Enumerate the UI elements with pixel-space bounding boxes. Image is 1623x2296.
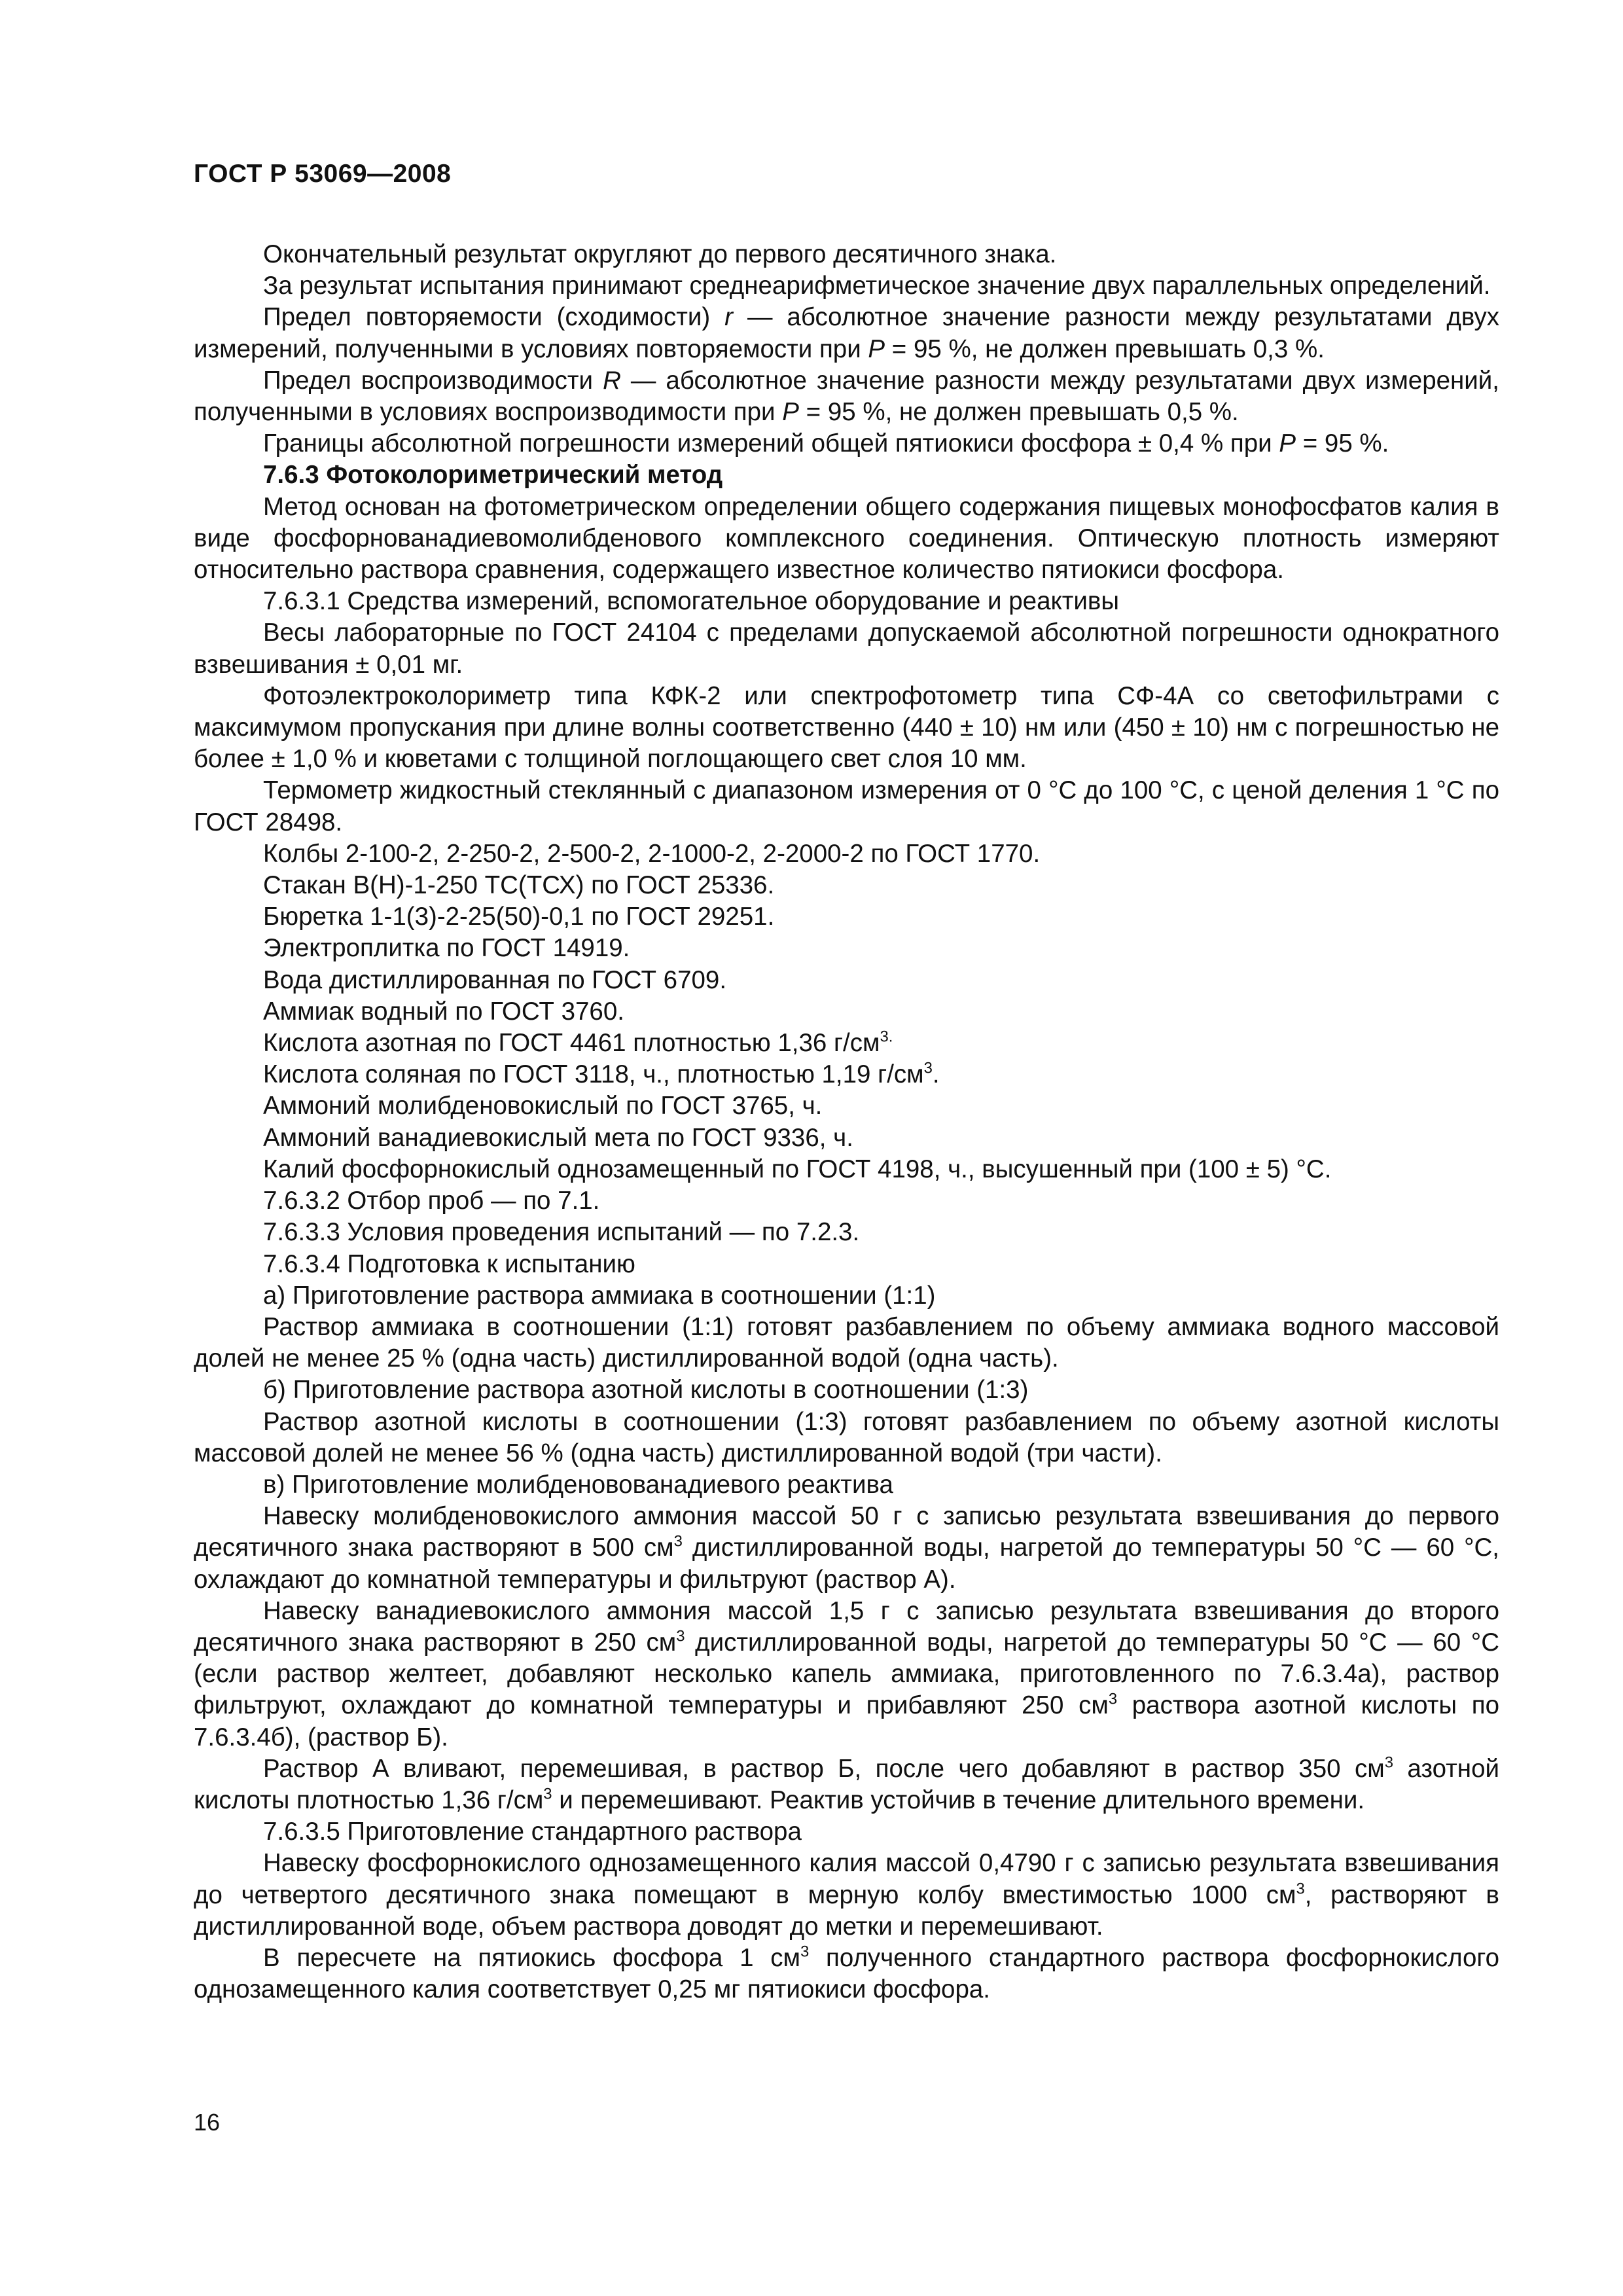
paragraph: Навеску фосфорнокислого однозамещенного калия массой 0,4790 г с записью результата взвешивания до четвертого десятичного знака помещают в мерную колбу вместимостью 1000 $см^3$, растворяют в дистиллированной воде, объем раствора доводят до метки и перемешивают. bbox=[194, 1849, 1499, 1941]
paragraph: Термометр жидкостный стеклянный с диапазоном измерения от 0 °С до 100 °С, с ценой деления 1 °С по ГОСТ 28498. bbox=[194, 776, 1499, 836]
page-number: 16 bbox=[194, 2109, 221, 2136]
list-item: Калий фосфорнокислый однозамещенный по ГОСТ 4198, ч., высушенный при (100 ± 5) °С. bbox=[263, 1155, 1332, 1183]
subsection-heading: 7.6.3.2 Отбор проб — по 7.1. bbox=[263, 1187, 600, 1215]
list-item: Аммиак водный по ГОСТ 3760. bbox=[263, 997, 624, 1026]
paragraph: Предел повторяемости (сходимости) r — абсолютное значение разности между результатами двух измерений, полученными в условиях повторяемости при P = 95 %, не должен превышать 0,3 %. bbox=[194, 303, 1500, 363]
paragraph: Навеску молибденовокислого аммония массой 50 г с записью результата взвешивания до первого десятичного знака растворяют в 500 $см^3$ дистиллированной воды, нагретой до температуры 50 °С — 60 °С, охлаждают до комнатной температуры и фильтруют (раствор А). bbox=[194, 1502, 1499, 1594]
paragraph: Раствор А вливают, перемешивая, в раствор Б, после чего добавляют в раствор 350 $см^3$ азотной кислоты плотностью 1,36 $г/см^3$ и перемешивают. Реактив устойчив в течение длительного времени. bbox=[194, 1753, 1499, 1814]
list-item: Кислота соляная по ГОСТ 3118, ч., плотностью 1,19 $г/см^3$. bbox=[263, 1059, 940, 1089]
subsection-heading: 7.6.3.5 Приготовление стандартного раствора bbox=[263, 1818, 802, 1846]
list-item: Электроплитка по ГОСТ 14919. bbox=[263, 934, 630, 963]
item-heading: а) Приготовление раствора аммиака в соотношении (1:1) bbox=[263, 1281, 936, 1310]
paragraph: Фотоэлектроколориметр типа КФК-2 или спектрофотометр типа СФ-4А со светофильтрами с максимумом пропускания при длине волны соответственно (440 ± 10) нм или (450 ± 10) нм с погрешностью не более ± 1,0 % и кюветами с толщиной поглощающего свет слоя 10 мм. bbox=[194, 681, 1499, 774]
paragraph: Метод основан на фотометрическом определении общего содержания пищевых монофосфатов калия в виде фосфорнованадиевомолибденового комплексного соединения. Оптическую плотность измеряют относительно раствора сравнения, содержащего известное количество пятиокиси фосфора. bbox=[194, 492, 1499, 584]
list-item: Аммоний ванадиевокислый мета по ГОСТ 9336, ч. bbox=[263, 1123, 853, 1152]
item-heading: б) Приготовление раствора азотной кислоты в соотношении (1:3) bbox=[263, 1376, 1029, 1405]
paragraph: Навеску ванадиевокислого аммония массой 1,5 г с записью результата взвешивания до второго десятичного знака растворяют в 250 $см^3$ дистиллированной воды, нагретой до температуры 50 °С — 60 °С (если раствор желтеет, добавляют несколько капель аммиака, приготовленного по 7.6.3.4а), раствор фильтруют, охлаждают до комнатной температуры и прибавляют 250 $см^3$ раствора азотной кислоты по 7.6.3.4б), (раствор Б). bbox=[194, 1596, 1499, 1751]
paragraph: За результат испытания принимают среднеарифметическое значение двух параллельных определений. bbox=[263, 272, 1491, 300]
list-item: Колбы 2-100-2, 2-250-2, 2-500-2, 2-1000-2, 2-2000-2 по ГОСТ 1770. bbox=[263, 839, 1041, 868]
list-item: Кислота азотная по ГОСТ 4461 плотностью 1,36 $г/см^{3.}$ bbox=[263, 1028, 893, 1058]
section-heading: 7.6.3 Фотоколориметрический метод bbox=[263, 461, 723, 490]
paragraph: В пересчете на пятиокись фосфора 1 $см^3$ полученного стандартного раствора фосфорнокислого однозамещенного калия соответствует 0,25 мг пятиокиси фосфора. bbox=[194, 1943, 1499, 2004]
paragraph: Раствор азотной кислоты в соотношении (1:3) готовят разбавлением по объему азотной кислоты массовой долей не менее 56 % (одна часть) дистиллированной водой (три части). bbox=[194, 1407, 1499, 1467]
paragraph: Весы лабораторные по ГОСТ 24104 с пределами допускаемой абсолютной погрешности однократного взвешивания ± 0,01 мг. bbox=[194, 619, 1499, 679]
subsection-heading: 7.6.3.1 Средства измерений, вспомогательное оборудование и реактивы bbox=[263, 587, 1120, 616]
paragraph: Предел воспроизводимости R — абсолютное значение разности между результатами двух измерений, полученными в условиях воспроизводимости при P = 95 %, не должен превышать 0,5 %. bbox=[194, 366, 1499, 427]
item-heading: в) Приготовление молибденовованадиевого реактива bbox=[263, 1470, 893, 1499]
document-header: ГОСТ Р 53069—2008 bbox=[194, 160, 452, 188]
list-item: Вода дистиллированная по ГОСТ 6709. bbox=[263, 965, 727, 994]
subsection-heading: 7.6.3.3 Условия проведения испытаний — по 7.2.3. bbox=[263, 1218, 860, 1247]
paragraph: Окончательный результат округляют до первого десятичного знака. bbox=[263, 240, 1057, 268]
list-item: Аммоний молибденовокислый по ГОСТ 3765, ч. bbox=[263, 1092, 823, 1121]
paragraph: Границы абсолютной погрешности измерений общей пятиокиси фосфора ± 0,4 % при P = 95 %. bbox=[263, 429, 1389, 458]
list-item: Стакан В(Н)-1-250 ТС(ТСХ) по ГОСТ 25336. bbox=[263, 871, 775, 900]
document-body bbox=[194, 239, 1499, 2005]
subsection-heading: 7.6.3.4 Подготовка к испытанию bbox=[263, 1249, 635, 1278]
list-item: Бюретка 1-1(3)-2-25(50)-0,1 по ГОСТ 29251. bbox=[263, 903, 775, 931]
paragraph: Раствор аммиака в соотношении (1:1) готовят разбавлением по объему аммиака водного массовой долей не менее 25 % (одна часть) дистиллированной водой (одна часть). bbox=[194, 1312, 1499, 1373]
